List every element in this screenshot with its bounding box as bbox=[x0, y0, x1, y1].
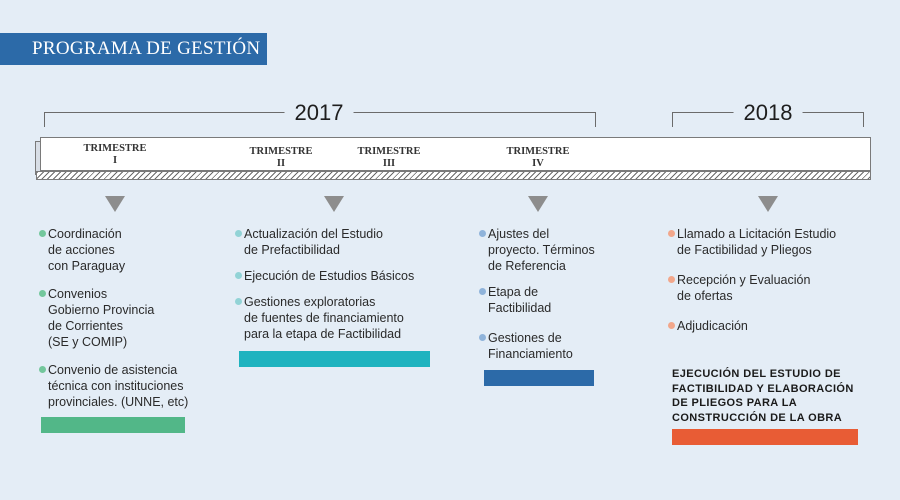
bullet-dot-icon bbox=[39, 366, 46, 373]
arrow-down-icon bbox=[324, 196, 344, 212]
list-item bbox=[484, 284, 604, 316]
list-item bbox=[44, 286, 214, 350]
quarter-name: TRIMESTRE bbox=[357, 146, 421, 157]
phase-column-2 bbox=[240, 226, 440, 342]
quarter-numeral: II bbox=[276, 158, 286, 169]
phase-column-1 bbox=[44, 226, 214, 410]
phase-column-3 bbox=[484, 226, 604, 362]
list-item-text: Llamado a Licitación Estudio de Factibilidad y Pliegos bbox=[677, 227, 837, 257]
list-item bbox=[673, 226, 863, 258]
list-item-text: Gestiones exploratorias de fuentes de financiamiento para la etapa de Factibilidad bbox=[244, 295, 404, 341]
quarter-name: TRIMESTRE bbox=[249, 146, 313, 157]
timeline-bar bbox=[40, 137, 871, 171]
bullet-dot-icon bbox=[235, 272, 242, 279]
list-item bbox=[240, 226, 440, 258]
list-item bbox=[240, 294, 440, 342]
phase-bar-green bbox=[41, 417, 185, 433]
list-item bbox=[484, 226, 604, 274]
list-item-text: Ajustes del proyecto. Términos de Referencia bbox=[488, 227, 595, 273]
list-item-text: Convenio de asistencia técnica con instituciones provinciales. (UNNE, etc) bbox=[48, 363, 189, 409]
bullet-dot-icon bbox=[235, 230, 242, 237]
year-label-2017: 2017 bbox=[285, 100, 354, 126]
quarter-label-4 bbox=[506, 146, 569, 170]
bullet-dot-icon bbox=[39, 290, 46, 297]
list-item-text: Etapa de Factibilidad bbox=[488, 285, 552, 315]
quarter-numeral: III bbox=[382, 158, 396, 169]
list-item bbox=[484, 330, 604, 362]
list-item bbox=[673, 318, 863, 334]
phase-bar-teal bbox=[239, 351, 430, 367]
list-item bbox=[44, 226, 214, 274]
list-item bbox=[673, 272, 863, 304]
bullet-dot-icon bbox=[235, 298, 242, 305]
final-phase-heading: EJECUCIÓN DEL ESTUDIO DE FACTIBILIDAD Y ELABORACIÓN DE PLIEGOS PARA LA CONSTRUCCIÓN DE LA OBRA bbox=[672, 368, 854, 424]
list-item-text: Gestiones de Financiamiento bbox=[488, 331, 573, 361]
list-item-text: Ejecución de Estudios Básicos bbox=[244, 269, 415, 283]
bullet-dot-icon bbox=[668, 276, 675, 283]
quarter-numeral: IV bbox=[532, 158, 544, 169]
bullet-dot-icon bbox=[479, 288, 486, 295]
list-item-text: Actualización del Estudio de Prefactibilidad bbox=[244, 227, 383, 257]
phase-bar-blue bbox=[484, 370, 594, 386]
list-item-text: Recepción y Evaluación de ofertas bbox=[677, 273, 811, 303]
bullet-dot-icon bbox=[39, 230, 46, 237]
year-label-2018: 2018 bbox=[734, 100, 803, 126]
quarter-label-2 bbox=[249, 146, 312, 170]
quarter-numeral: I bbox=[112, 155, 118, 166]
list-item-text: Coordinación de acciones con Paraguay bbox=[48, 227, 126, 273]
phase-column-4 bbox=[673, 226, 863, 334]
list-item-text: Adjudicación bbox=[677, 319, 748, 333]
bullet-dot-icon bbox=[479, 334, 486, 341]
phase-bar-orange bbox=[672, 429, 858, 445]
quarter-name: TRIMESTRE bbox=[83, 143, 147, 154]
arrow-down-icon bbox=[528, 196, 548, 212]
quarter-name: TRIMESTRE bbox=[506, 146, 570, 157]
arrow-down-icon bbox=[758, 196, 778, 212]
page-title: PROGRAMA DE GESTIÓN bbox=[0, 33, 267, 65]
timeline-bar-hatch bbox=[36, 171, 871, 180]
bullet-dot-icon bbox=[668, 322, 675, 329]
bullet-dot-icon bbox=[479, 230, 486, 237]
list-item-text: Convenios Gobierno Provincia de Corrientes (SE y COMIP) bbox=[48, 287, 155, 349]
bullet-dot-icon bbox=[668, 230, 675, 237]
list-item bbox=[44, 362, 214, 410]
arrow-down-icon bbox=[105, 196, 125, 212]
quarter-label-1 bbox=[83, 143, 146, 167]
quarter-label-3 bbox=[357, 146, 420, 170]
list-item bbox=[240, 268, 440, 284]
